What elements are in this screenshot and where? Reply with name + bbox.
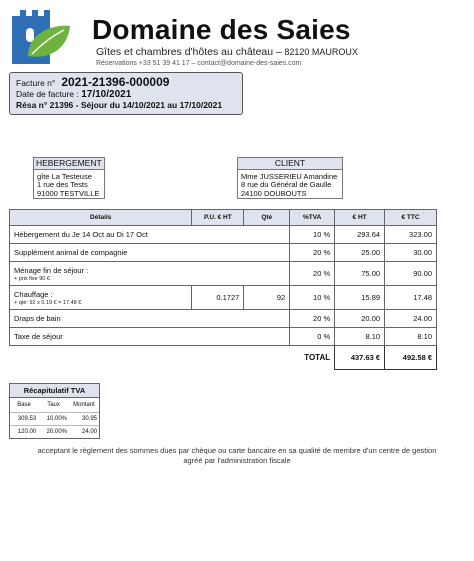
client-line: 8 rue du Général de Gaulle (241, 180, 332, 189)
recap-col-rate: Taux (47, 401, 60, 408)
hebergement-header: HEBERGEMENT (34, 158, 104, 170)
footer-line: agréé par l'administration fiscale (183, 456, 291, 465)
recap-amount: 24.00 (69, 425, 99, 438)
col-vat: %TVA (290, 210, 335, 226)
row-amount-ht: 75.00 (335, 262, 385, 286)
row-unit-price (192, 262, 244, 286)
row-quantity: 92 (244, 286, 290, 310)
total-ttc: 492.58 € (385, 346, 437, 370)
vat-recap-title: Récapitulatif TVA (10, 384, 99, 398)
row-vat: 10 % (290, 286, 335, 310)
row-amount-ttc: 90.00 (385, 262, 437, 286)
recap-base: 120.00 (10, 425, 38, 438)
footer-line: acceptant le règlement des sommes dues par chèque ou carte bancaire en sa qualité de membre d'un centre de gestion (37, 446, 437, 455)
invoice-number: 2021-21396-000009 (61, 75, 170, 89)
row-amount-ttc: 17.48 (385, 286, 437, 310)
row-quantity (244, 244, 290, 262)
recap-col-amount: Montant (73, 401, 95, 408)
table-header-row (10, 210, 437, 226)
row-quantity (244, 310, 290, 328)
total-row (10, 346, 437, 370)
row-amount-ht: 8.10 (335, 328, 385, 346)
invoice-header-box (9, 72, 243, 115)
hebergement-line: 1 rue des Tests (37, 180, 88, 189)
row-label: Chauffage : (14, 289, 53, 299)
row-quantity (244, 328, 290, 346)
vat-recap-table (10, 398, 99, 438)
table-row (10, 226, 437, 244)
row-unit-price (192, 226, 244, 244)
row-vat: 10 % (290, 226, 335, 244)
invoice-number-row (16, 77, 236, 89)
booking-reference: Résa n° 21396 - Séjour du 14/10/2021 au 17/10/2021 (16, 100, 223, 110)
row-quantity (244, 262, 290, 286)
invoice-date-row (16, 89, 236, 100)
vat-recap-row (10, 425, 99, 438)
row-vat: 0 % (290, 328, 335, 346)
row-unit-price (192, 310, 244, 328)
row-note: + qté: 92 x 0.19 € = 17.48 € (14, 299, 82, 306)
invoice-number-label: Facture n° (16, 78, 56, 88)
hebergement-line: gîte La Testeuse (37, 171, 92, 181)
row-amount-ht: 15.89 (335, 286, 385, 310)
row-quantity (244, 226, 290, 244)
brand-subtitle (96, 46, 358, 58)
brand-tagline: Gîtes et chambres d'hôtes au château – (96, 46, 282, 58)
row-amount-ttc: 8.10 (385, 328, 437, 346)
row-label: Ménage fin de séjour : (14, 265, 89, 275)
footer-note (0, 446, 474, 466)
row-label: Hébergement du Je 14 Oct au Di 17 Oct (10, 226, 192, 244)
invoice-lines-table (9, 209, 437, 370)
row-vat: 20 % (290, 262, 335, 286)
row-amount-ttc: 30.00 (385, 244, 437, 262)
client-line: 24100 DOUBOUTS (241, 188, 307, 198)
table-row (10, 286, 437, 310)
row-note: + prix fixe 90 € (14, 275, 50, 282)
brand-contact: Réservations +33 51 39 41 17 – contact@domaine-des-saies.com (96, 60, 302, 67)
col-details: Détails (10, 210, 192, 226)
row-unit-price (192, 328, 244, 346)
hebergement-line: 91000 TESTVILLE (37, 188, 100, 198)
table-row (10, 244, 437, 262)
row-amount-ttc: 323.00 (385, 226, 437, 244)
recap-rate: 10.00% (38, 412, 69, 425)
client-line: Mme JUSSERIEU Amandine (241, 171, 338, 181)
row-amount-ttc: 24.00 (385, 310, 437, 328)
vat-recap (9, 383, 100, 439)
vat-recap-header-row (10, 398, 99, 412)
brand-name: Domaine des Saies (92, 14, 351, 45)
row-label-cell (10, 286, 192, 310)
row-amount-ht: 25.00 (335, 244, 385, 262)
row-label: Supplément animal de compagnie (10, 244, 192, 262)
row-amount-ht: 20.00 (335, 310, 385, 328)
client-box (237, 157, 343, 199)
row-vat: 20 % (290, 244, 335, 262)
row-unit-price: 0.1727 (192, 286, 244, 310)
row-amount-ht: 293.64 (335, 226, 385, 244)
row-label: Taxe de séjour (10, 328, 192, 346)
col-unit-price: P.U. € HT (192, 210, 244, 226)
recap-base: 309.53 (10, 412, 38, 425)
col-quantity: Qté (244, 210, 290, 226)
col-amount-ht: € HT (335, 210, 385, 226)
invoice-date: 17/10/2021 (81, 89, 132, 100)
hebergement-box (33, 157, 105, 199)
col-amount-ttc: € TTC (385, 210, 437, 226)
logo (8, 8, 72, 64)
table-row (10, 310, 437, 328)
table-row (10, 262, 437, 286)
recap-amount: 30.95 (69, 412, 99, 425)
client-header: CLIENT (238, 158, 342, 170)
recap-col-base: Base (17, 401, 31, 408)
invoice-date-label: Date de facture : (16, 89, 79, 99)
brand-location: 82120 MAUROUX (284, 47, 358, 57)
table-row (10, 328, 437, 346)
row-label: Draps de bain (10, 310, 192, 328)
total-label: TOTAL (304, 353, 331, 363)
row-vat: 20 % (290, 310, 335, 328)
total-ht: 437.63 € (335, 346, 385, 370)
recap-rate: 20.00% (38, 425, 69, 438)
row-unit-price (192, 244, 244, 262)
vat-recap-row (10, 412, 99, 425)
row-label-cell (10, 262, 192, 286)
